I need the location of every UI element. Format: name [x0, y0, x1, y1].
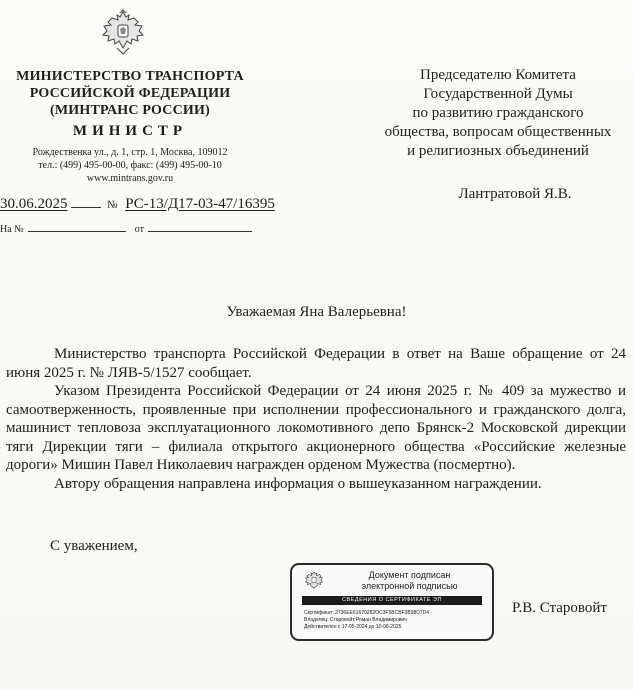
signature-title-line1: Документ подписан — [368, 570, 451, 580]
recipient-line: общества, вопросам общественных — [384, 124, 612, 140]
outgoing-reference — [0, 196, 275, 213]
recipient-name: Лантратовой Я.В. — [458, 186, 572, 202]
certificate-owner: Владелец: Старовойт Роман Владимирович — [304, 617, 407, 623]
ministry-website: www.mintrans.gov.ru — [86, 173, 174, 184]
signer-name: Р.В. Старовойт — [512, 600, 607, 616]
certificate-id: Сертификат: 2736EE61670282OC3F5BCBF3B98D7D4 — [304, 610, 430, 616]
letter-body — [6, 345, 626, 493]
ministry-address: Рождественка ул., д. 1, стр. 1, Москва, 109012 — [32, 147, 228, 158]
ministry-header — [0, 68, 260, 185]
minister-label: МИНИСТР — [72, 123, 188, 139]
letter-number: РС-13/Д17-03-47/16395 — [125, 196, 275, 212]
signature-title — [332, 570, 487, 592]
date-underline — [71, 197, 101, 208]
salutation: Уважаемая Яна Валерьевна! — [226, 304, 407, 320]
recipient-line: Председателю Комитета — [420, 67, 576, 83]
ot-blank — [148, 221, 252, 232]
russian-coat-of-arms-icon — [304, 570, 324, 592]
paragraph-notice: Автору обращения направлена информация о вышеуказанном награждении. — [54, 475, 542, 492]
incoming-reference — [0, 221, 252, 235]
certificate-info-bar: СВЕДЕНИЯ О СЕРТИФИКАТЕ ЭП — [302, 596, 482, 605]
signature-title-line2: электронной подписью — [361, 581, 458, 591]
ot-label: от — [134, 224, 144, 235]
russian-coat-of-arms-icon — [100, 8, 146, 58]
certificate-validity: Действителен с 17-05-2024 до 10-08-2025 — [304, 624, 402, 630]
recipient-line: и религиозных объединений — [407, 143, 589, 159]
recipient-block — [372, 66, 624, 204]
na-blank — [28, 221, 126, 232]
ministry-phone: тел.: (499) 495-00-00, факс: (499) 495-00-10 — [38, 160, 222, 171]
ministry-name-line1: МИНИСТЕРСТВО ТРАНСПОРТА — [16, 69, 244, 84]
electronic-signature-stamp — [290, 563, 494, 641]
letter-date: 30.06.2025 — [0, 196, 68, 212]
paragraph-reply: Министерство транспорта Российской Федерации в ответ на Ваше обращение от 24 июня 2025 г. № ЛЯВ-5/1527 сообщает. — [6, 346, 626, 381]
closing: С уважением, — [50, 538, 138, 554]
paragraph-decree: Указом Президента Российской Федерации от 24 июня 2025 г. № 409 за мужество и самоотверженность, проявленные при исполнении профессионального и гражданского долга, машинист тепловоза эксплуатационного локомотивного депо Брянск-2 Московской дирекции тяги Дирекции тяги – филиала открытого акционерного общества «Российские железные дороги» Мишин Павел Николаевич награжден орденом Мужества (посмертно). — [6, 383, 626, 473]
na-label: На № — [0, 224, 24, 235]
ministry-name-line2: РОССИЙСКОЙ ФЕДЕРАЦИИ — [29, 86, 231, 101]
recipient-line: по развитию гражданского — [412, 105, 584, 121]
recipient-line: Государственной Думы — [423, 86, 573, 102]
number-sign: № — [107, 199, 118, 211]
ministry-short-name: (МИНТРАНС РОССИИ) — [50, 103, 210, 118]
